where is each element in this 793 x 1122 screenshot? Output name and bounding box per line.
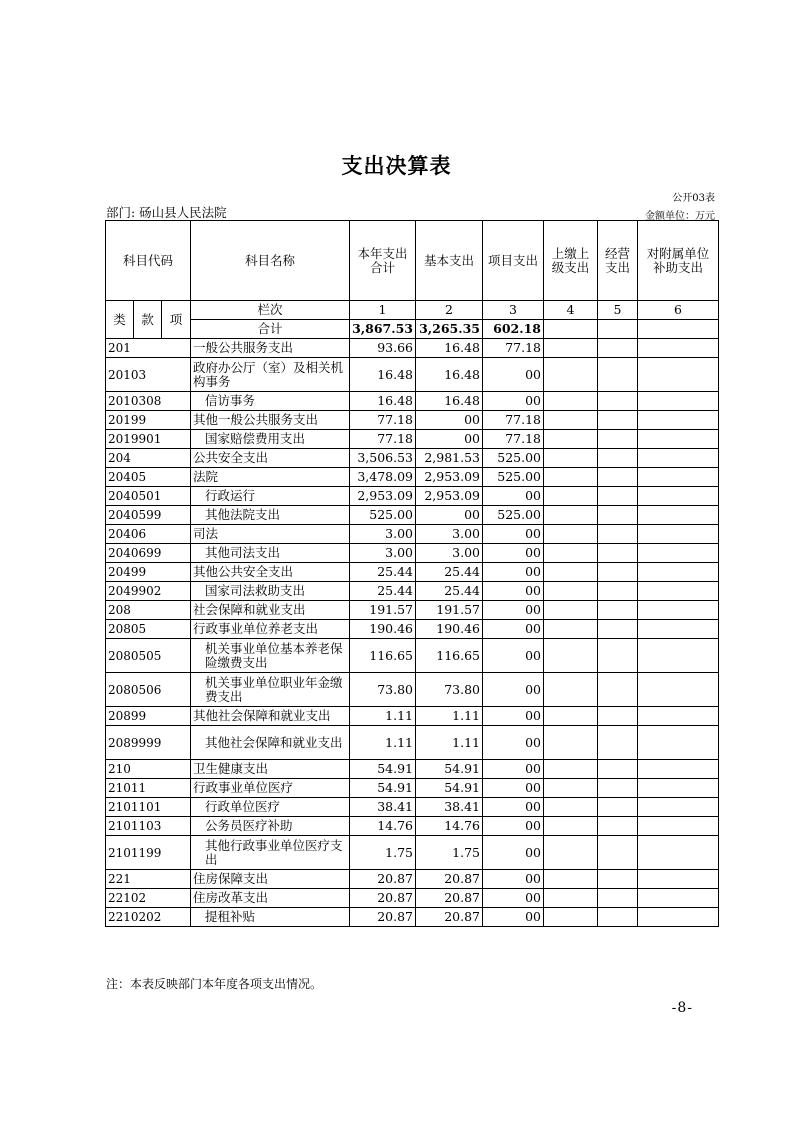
row-project: 00 [483,779,544,798]
row-code: 20406 [106,525,191,544]
row-name: 信访事务 [191,392,350,411]
row-total: 38.41 [350,798,416,817]
row-subsidy [638,620,719,639]
row-business [598,639,638,673]
row-basic: 1.11 [416,707,483,726]
total-total: 3,867.53 [350,320,416,339]
total-subsidy [638,320,719,339]
table-row [106,563,719,582]
row-code: 2101199 [106,836,191,870]
row-basic: 1.75 [416,836,483,870]
row-code: 201 [106,339,191,358]
row-business [598,817,638,836]
row-total: 25.44 [350,582,416,601]
row-name: 公务员医疗补助 [191,817,350,836]
row-project: 525.00 [483,506,544,525]
row-upper [544,760,598,779]
row-code: 2040699 [106,544,191,563]
row-basic: 54.91 [416,760,483,779]
unit-label: 金额单位：万元 [645,211,715,222]
row-project: 00 [483,525,544,544]
row-subsidy [638,836,719,870]
row-code: 20499 [106,563,191,582]
header-upper: 上缴上 级支出 [544,221,598,301]
total-row [106,320,719,339]
row-code: 2080506 [106,673,191,707]
row-project: 00 [483,726,544,760]
row-subsidy [638,707,719,726]
row-upper [544,487,598,506]
row-total: 190.46 [350,620,416,639]
table-row [106,639,719,673]
row-total: 77.18 [350,411,416,430]
row-business [598,525,638,544]
row-subsidy [638,339,719,358]
row-project: 00 [483,760,544,779]
table-row [106,358,719,392]
header-subsidy: 对附属单位 补助支出 [638,221,719,301]
col-number-6: 6 [638,301,719,320]
row-name: 司法 [191,525,350,544]
row-subsidy [638,487,719,506]
row-upper [544,358,598,392]
row-basic: 00 [416,506,483,525]
row-upper [544,908,598,927]
row-basic: 14.76 [416,817,483,836]
row-basic: 3.00 [416,525,483,544]
row-basic: 00 [416,430,483,449]
row-business [598,449,638,468]
row-upper [544,726,598,760]
header-business: 经营 支出 [598,221,638,301]
row-business [598,870,638,889]
table-row [106,411,719,430]
header-code: 科目代码 [106,221,191,301]
row-project: 00 [483,563,544,582]
table-row [106,468,719,487]
row-project: 00 [483,889,544,908]
row-name: 其他一般公共服务支出 [191,411,350,430]
header-project: 项目支出 [483,221,544,301]
row-basic: 20.87 [416,870,483,889]
row-name: 其他公共安全支出 [191,563,350,582]
row-project: 00 [483,817,544,836]
table-row [106,798,719,817]
row-business [598,563,638,582]
row-upper [544,601,598,620]
col-number-1: 1 [350,301,416,320]
row-upper [544,563,598,582]
row-total: 77.18 [350,430,416,449]
row-total: 14.76 [350,817,416,836]
row-subsidy [638,870,719,889]
table-row [106,582,719,601]
row-subsidy [638,358,719,392]
row-name: 卫生健康支出 [191,760,350,779]
row-name: 公共安全支出 [191,449,350,468]
row-code: 210 [106,760,191,779]
row-upper [544,449,598,468]
row-name: 其他社会保障和就业支出 [191,707,350,726]
row-total: 16.48 [350,358,416,392]
row-subsidy [638,817,719,836]
row-code: 221 [106,870,191,889]
row-subsidy [638,563,719,582]
row-name: 社会保障和就业支出 [191,601,350,620]
header-lei: 类 [106,301,134,339]
row-basic: 20.87 [416,889,483,908]
row-basic: 1.11 [416,726,483,760]
row-business [598,358,638,392]
row-total: 525.00 [350,506,416,525]
table-row [106,908,719,927]
department-label: 部门: 砀山县人民法院 [106,205,227,220]
row-code: 2040599 [106,506,191,525]
row-total: 54.91 [350,760,416,779]
row-subsidy [638,760,719,779]
row-name: 机关事业单位基本养老保险缴费支出 [191,639,350,673]
row-project: 00 [483,620,544,639]
row-name: 其他法院支出 [191,506,350,525]
row-project: 525.00 [483,468,544,487]
row-subsidy [638,889,719,908]
table-row [106,836,719,870]
row-business [598,487,638,506]
total-business [598,320,638,339]
row-project: 00 [483,798,544,817]
row-project: 00 [483,908,544,927]
row-total: 73.80 [350,673,416,707]
row-total: 3,506.53 [350,449,416,468]
table-row [106,726,719,760]
row-project: 77.18 [483,430,544,449]
row-total: 16.48 [350,392,416,411]
row-code: 2040501 [106,487,191,506]
row-total: 116.65 [350,639,416,673]
row-business [598,339,638,358]
row-business [598,506,638,525]
row-project: 525.00 [483,449,544,468]
row-code: 22102 [106,889,191,908]
row-upper [544,779,598,798]
header-xiang: 项 [162,301,191,339]
row-basic: 38.41 [416,798,483,817]
row-upper [544,339,598,358]
row-subsidy [638,639,719,673]
row-subsidy [638,449,719,468]
header-basic: 基本支出 [416,221,483,301]
table-note: 注：本表反映部门本年度各项支出情况。 [106,977,323,991]
row-total: 2,953.09 [350,487,416,506]
row-name: 机关事业单位职业年金缴费支出 [191,673,350,707]
row-total: 1.75 [350,836,416,870]
row-basic: 190.46 [416,620,483,639]
row-subsidy [638,779,719,798]
row-code: 2010308 [106,392,191,411]
row-code: 20899 [106,707,191,726]
row-basic: 54.91 [416,779,483,798]
row-name: 国家赔偿费用支出 [191,430,350,449]
row-name: 行政单位医疗 [191,798,350,817]
header-total: 本年支出 合计 [350,221,416,301]
total-label: 合计 [191,320,350,339]
table-row [106,870,719,889]
row-upper [544,673,598,707]
table-row [106,779,719,798]
table-row [106,525,719,544]
row-basic: 2,953.09 [416,487,483,506]
row-total: 93.66 [350,339,416,358]
row-subsidy [638,798,719,817]
total-basic: 3,265.35 [416,320,483,339]
row-upper [544,468,598,487]
row-business [598,908,638,927]
row-basic: 16.48 [416,358,483,392]
row-code: 20405 [106,468,191,487]
row-upper [544,798,598,817]
row-total: 54.91 [350,779,416,798]
col-number-5: 5 [598,301,638,320]
row-project: 00 [483,673,544,707]
row-business [598,582,638,601]
row-name: 住房改革支出 [191,889,350,908]
table-row [106,673,719,707]
row-business [598,779,638,798]
row-project: 77.18 [483,411,544,430]
row-total: 3,478.09 [350,468,416,487]
row-name: 其他行政事业单位医疗支出 [191,836,350,870]
row-subsidy [638,430,719,449]
row-code: 20199 [106,411,191,430]
row-project: 00 [483,358,544,392]
row-total: 20.87 [350,889,416,908]
row-upper [544,620,598,639]
row-subsidy [638,544,719,563]
row-upper [544,430,598,449]
row-basic: 116.65 [416,639,483,673]
row-project: 00 [483,601,544,620]
row-name: 政府办公厅（室）及相关机构事务 [191,358,350,392]
row-basic: 00 [416,411,483,430]
row-code: 20103 [106,358,191,392]
row-business [598,544,638,563]
total-project: 602.18 [483,320,544,339]
row-basic: 20.87 [416,908,483,927]
row-name: 行政事业单位医疗 [191,779,350,798]
row-business [598,798,638,817]
row-name: 国家司法救助支出 [191,582,350,601]
row-total: 20.87 [350,870,416,889]
row-subsidy [638,525,719,544]
col-number-2: 2 [416,301,483,320]
row-total: 191.57 [350,601,416,620]
row-total: 20.87 [350,908,416,927]
table-row [106,707,719,726]
row-code: 2080505 [106,639,191,673]
row-subsidy [638,582,719,601]
row-name: 其他司法支出 [191,544,350,563]
table-row [106,487,719,506]
row-code: 2049902 [106,582,191,601]
row-subsidy [638,726,719,760]
row-total: 1.11 [350,707,416,726]
row-upper [544,582,598,601]
row-name: 其他社会保障和就业支出 [191,726,350,760]
row-code: 2101103 [106,817,191,836]
row-subsidy [638,411,719,430]
row-upper [544,817,598,836]
row-upper [544,392,598,411]
table-row [106,339,719,358]
row-basic: 3.00 [416,544,483,563]
row-basic: 2,953.09 [416,468,483,487]
table-row [106,601,719,620]
row-code: 20805 [106,620,191,639]
row-business [598,836,638,870]
row-upper [544,707,598,726]
row-project: 00 [483,544,544,563]
table-row [106,506,719,525]
row-subsidy [638,468,719,487]
row-business [598,707,638,726]
row-business [598,620,638,639]
row-business [598,411,638,430]
table-row [106,544,719,563]
row-name: 住房保障支出 [191,870,350,889]
row-code: 204 [106,449,191,468]
row-business [598,392,638,411]
row-upper [544,544,598,563]
row-project: 77.18 [483,339,544,358]
row-total: 25.44 [350,563,416,582]
col-number-3: 3 [483,301,544,320]
row-upper [544,889,598,908]
row-subsidy [638,673,719,707]
row-subsidy [638,506,719,525]
row-name: 提租补贴 [191,908,350,927]
table-row [106,889,719,908]
row-upper [544,525,598,544]
row-project: 00 [483,487,544,506]
row-name: 一般公共服务支出 [191,339,350,358]
table-row [106,449,719,468]
row-code: 2089999 [106,726,191,760]
table-row [106,760,719,779]
row-project: 00 [483,836,544,870]
header-kuan: 款 [134,301,162,339]
row-total: 3.00 [350,525,416,544]
row-code: 2210202 [106,908,191,927]
row-business [598,468,638,487]
expenditure-table [105,220,719,927]
table-row [106,392,719,411]
col-number-4: 4 [544,301,598,320]
header-lanci: 栏次 [191,301,350,320]
total-upper [544,320,598,339]
row-basic: 191.57 [416,601,483,620]
row-project: 00 [483,639,544,673]
row-total: 1.11 [350,726,416,760]
row-basic: 25.44 [416,582,483,601]
row-upper [544,506,598,525]
header-name: 科目名称 [191,221,350,301]
row-subsidy [638,392,719,411]
row-basic: 73.80 [416,673,483,707]
row-business [598,673,638,707]
row-project: 00 [483,707,544,726]
row-basic: 2,981.53 [416,449,483,468]
row-business [598,430,638,449]
row-upper [544,836,598,870]
row-project: 00 [483,870,544,889]
row-name: 法院 [191,468,350,487]
table-row [106,817,719,836]
row-project: 00 [483,392,544,411]
row-code: 2019901 [106,430,191,449]
row-name: 行政运行 [191,487,350,506]
form-code: 公开03表 [672,193,715,204]
row-business [598,889,638,908]
row-project: 00 [483,582,544,601]
row-code: 208 [106,601,191,620]
row-business [598,760,638,779]
page-title: 支出决算表 [341,153,452,178]
row-business [598,601,638,620]
row-business [598,726,638,760]
row-basic: 16.48 [416,339,483,358]
row-upper [544,870,598,889]
page-number: -8- [671,1000,693,1016]
row-upper [544,639,598,673]
table-row [106,430,719,449]
row-subsidy [638,908,719,927]
row-subsidy [638,601,719,620]
row-code: 21011 [106,779,191,798]
row-code: 2101101 [106,798,191,817]
row-name: 行政事业单位养老支出 [191,620,350,639]
row-total: 3.00 [350,544,416,563]
row-upper [544,411,598,430]
table-row [106,620,719,639]
row-basic: 16.48 [416,392,483,411]
row-basic: 25.44 [416,563,483,582]
